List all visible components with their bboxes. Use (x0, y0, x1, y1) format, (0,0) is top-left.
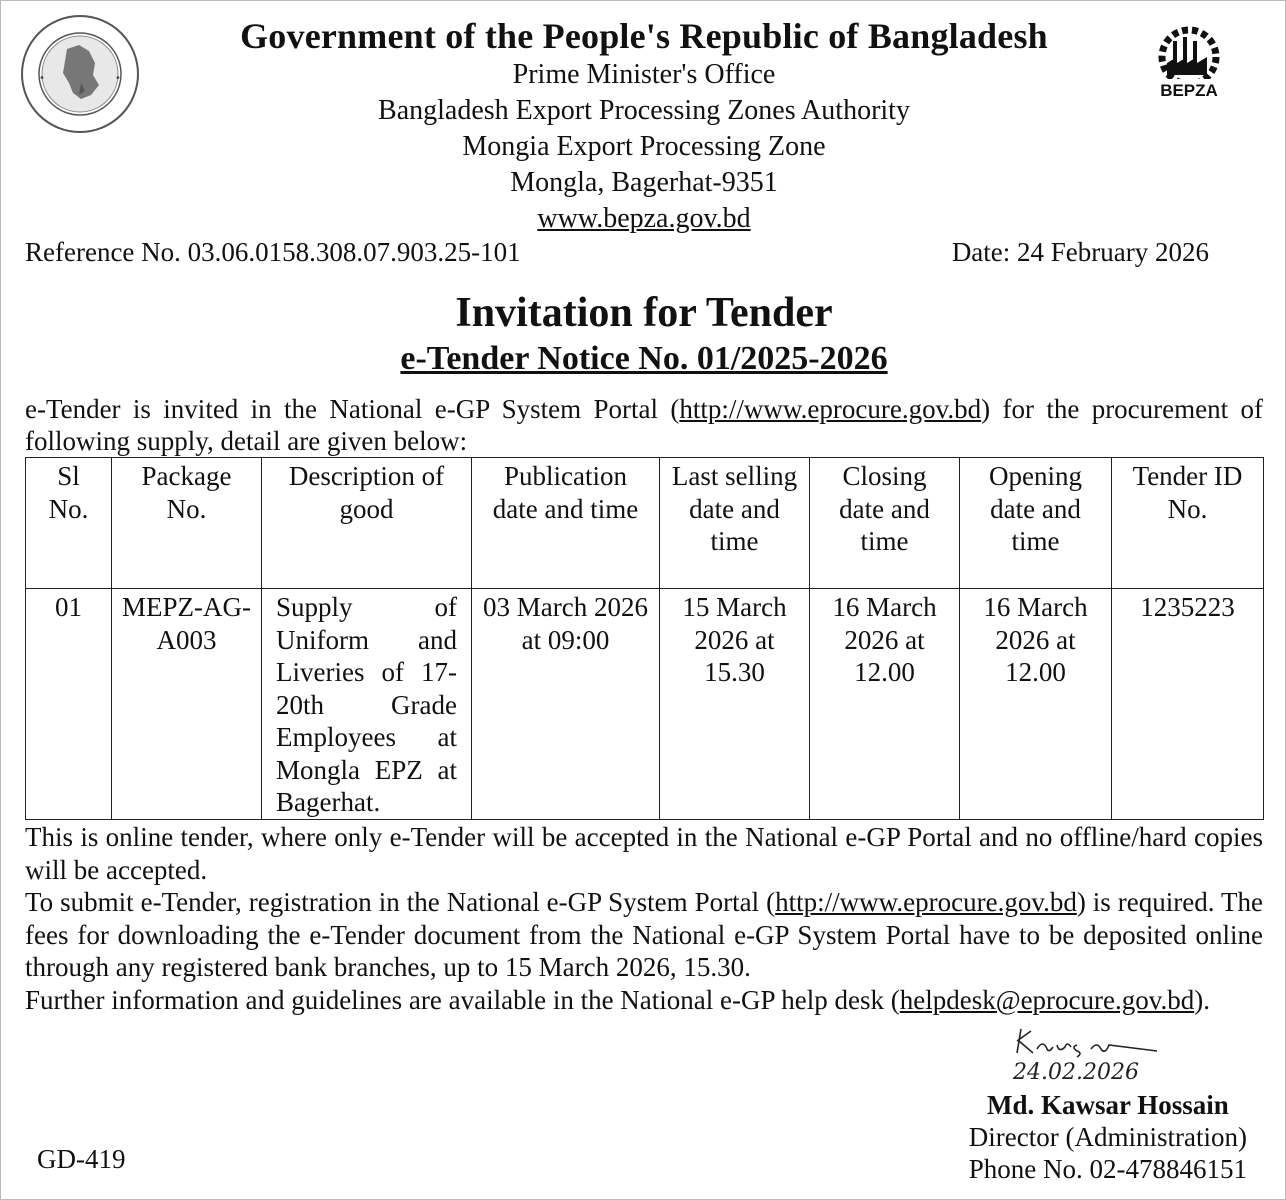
signatory-phone: Phone No. 02-478846151 (968, 1154, 1247, 1184)
tender-table (25, 457, 1264, 820)
column-header-package: Package No. (112, 458, 262, 589)
intro-paragraph (25, 393, 1263, 457)
letterhead (141, 15, 1147, 237)
handwritten-signature (1007, 1023, 1177, 1085)
bangladesh-government-seal-icon (19, 13, 141, 135)
page-title: Invitation for Tender (455, 290, 833, 336)
cell-description: Supply of Uniform and Liveries of 17-20th Grade Employees at Mongla EPZ at Bagerhat. (262, 589, 472, 820)
office-name: Prime Minister's Office (512, 59, 776, 90)
reference-number: Reference No. 03.06.0158.308.07.903.25-101 (25, 237, 521, 267)
online-tender-paragraph: This is online tender, where only e-Tender will be accepted in the National e-GP Portal and no offline/hard copies will be accepted. (25, 822, 1263, 885)
column-header-publication: Publication date and time (472, 458, 660, 589)
cell-publication: 03 March 2026 at 09:00 (472, 589, 660, 820)
registration-text-end: ) is required. The fees for downloading the e-Tender document from the National e-GP System Portal have to be deposited online through any registered bank branches, up to 15 March 2026, 15.30. (25, 887, 1263, 982)
footer-code: GD-419 (37, 1144, 126, 1174)
signatory-name: Md. Kawsar Hossain (986, 1090, 1229, 1120)
handwritten-date: 24.02.2026 (1013, 1060, 1139, 1085)
bepza-logo-text: BEPZA (1160, 81, 1218, 100)
cell-tender-id: 1235223 (1112, 589, 1264, 820)
helpdesk-text-start: Further information and guidelines are available in the National e-GP help desk ( (25, 984, 900, 1015)
eprocure-portal-link[interactable]: http://www.eprocure.gov.bd (775, 887, 1077, 917)
cell-package: MEPZ-AG-A003 (112, 589, 262, 820)
signatory-block (969, 1089, 1247, 1185)
notice-number: e-Tender Notice No. 01/2025-2026 (400, 340, 888, 377)
table-header-row (26, 458, 1264, 589)
notice-date: Date: 24 February 2026 (951, 237, 1209, 267)
authority-name: Bangladesh Export Processing Zones Authority (378, 95, 910, 126)
svg-text:•: • (39, 73, 45, 84)
column-header-sl: Sl No. (26, 458, 112, 589)
intro-text-start: e-Tender is invited in the National e-GP System Portal ( (25, 394, 680, 424)
cell-closing: 16 March 2026 at 12.00 (810, 589, 960, 820)
notice-number-heading (1, 339, 1286, 379)
column-header-opening: Opening date and time (960, 458, 1112, 589)
helpdesk-text-end: ). (1194, 984, 1211, 1015)
eprocure-link[interactable]: http://www.eprocure.gov.bd (679, 394, 982, 424)
zone-name: Mongia Export Processing Zone (462, 131, 826, 162)
terms-section (25, 821, 1263, 1016)
column-header-description: Description of good (262, 458, 472, 589)
column-header-closing: Closing date and time (810, 458, 960, 589)
registration-text-start: To submit e-Tender, registration in the National e-GP System Portal ( (25, 887, 776, 917)
signatory-designation: Director (Administration) (968, 1122, 1247, 1152)
reference-row (25, 235, 1209, 269)
cell-last-selling: 15 March 2026 at 15.30 (660, 589, 810, 820)
helpdesk-paragraph (25, 984, 1263, 1017)
table-row (26, 589, 1264, 820)
office-address: Mongla, Bagerhat-9351 (510, 167, 778, 198)
registration-paragraph (25, 886, 1263, 984)
helpdesk-email-link[interactable]: helpdesk@eprocure.gov.bd (899, 984, 1195, 1015)
column-header-last-selling: Last selling date and time (660, 458, 810, 589)
bepza-logo-icon (1133, 23, 1245, 101)
cell-opening: 16 March 2026 at 12.00 (960, 589, 1112, 820)
website-link[interactable]: www.bepza.gov.bd (537, 203, 751, 234)
svg-text:•: • (115, 73, 121, 84)
government-name: Government of the People's Republic of Bangladesh (240, 16, 1048, 56)
cell-sl: 01 (26, 589, 112, 820)
intro-text-end: ) for the procurement of following supply, detail are given below: (25, 394, 1264, 456)
column-header-tender-id: Tender ID No. (1112, 458, 1264, 589)
